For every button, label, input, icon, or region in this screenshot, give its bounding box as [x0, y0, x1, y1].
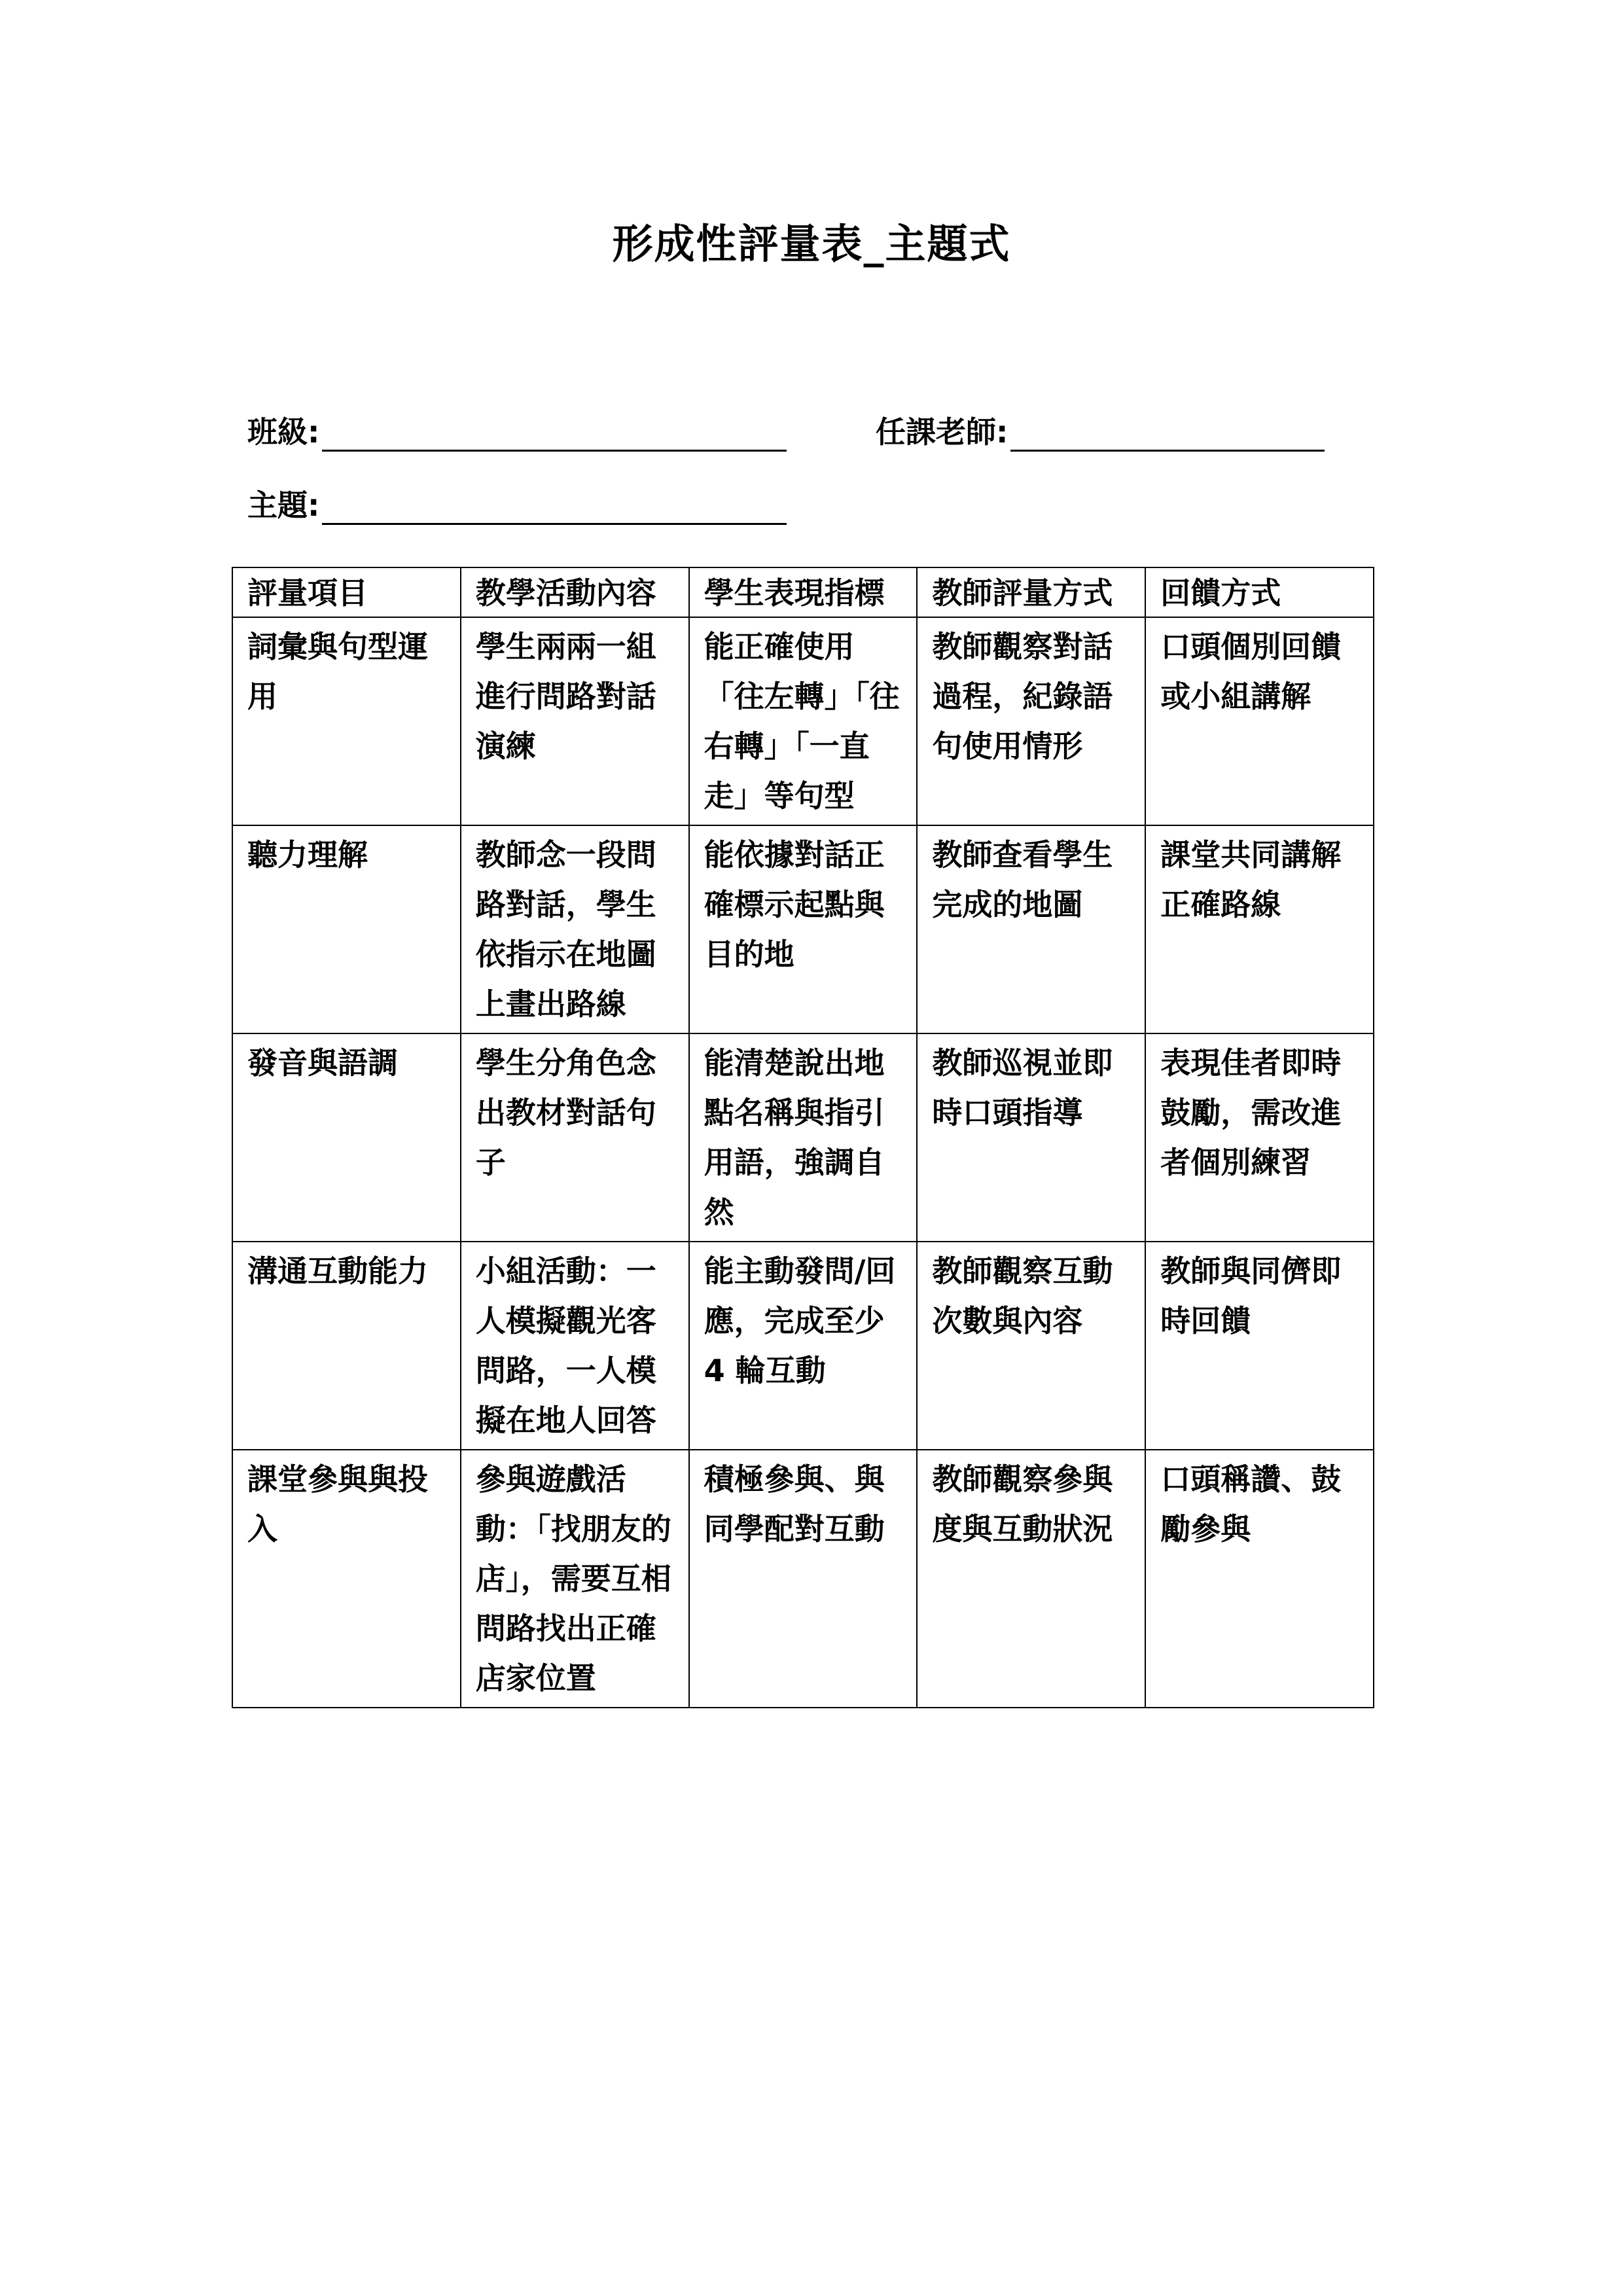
page-title: 形成性評量表_主題式 — [612, 220, 1011, 268]
table-row — [232, 1242, 1374, 1450]
table-cell: 教師觀察互動次數與內容 — [917, 1242, 1145, 1450]
header-cell: 教學活動內容 — [461, 567, 689, 617]
table-cell: 詞彙與句型運用 — [232, 617, 461, 825]
table-cell: 口頭稱讚、鼓勵參與 — [1145, 1450, 1374, 1708]
table-cell: 積極參與、與同學配對互動 — [689, 1450, 918, 1708]
table-cell: 小組活動：一人模擬觀光客問路，一人模擬在地人回答 — [461, 1242, 689, 1450]
topic-field — [247, 486, 787, 525]
table-cell: 教師觀察參與度與互動狀況 — [917, 1450, 1145, 1708]
table-cell: 教師念一段問路對話，學生依指示在地圖上畫出路線 — [461, 825, 689, 1033]
table-cell: 課堂共同講解正確路線 — [1145, 825, 1374, 1033]
table-cell: 能清楚說出地點名稱與指引用語，強調自然 — [689, 1033, 918, 1242]
table-cell: 教師巡視並即時口頭指導 — [917, 1033, 1145, 1242]
teacher-blank-line[interactable] — [1010, 416, 1325, 452]
assessment-table — [232, 567, 1374, 1708]
class-field — [247, 412, 787, 452]
table-cell: 教師查看學生完成的地圖 — [917, 825, 1145, 1033]
table-cell: 能依據對話正確標示起點與目的地 — [689, 825, 918, 1033]
table-cell: 能正確使用「往左轉」「往右轉」「一直走」等句型 — [689, 617, 918, 825]
table-cell: 課堂參與與投入 — [232, 1450, 461, 1708]
class-blank-line[interactable] — [322, 416, 787, 452]
table-row — [232, 617, 1374, 825]
header-cell: 評量項目 — [232, 567, 461, 617]
table-cell: 學生兩兩一組進行問路對話演練 — [461, 617, 689, 825]
table-cell: 溝通互動能力 — [232, 1242, 461, 1450]
header-cell: 回饋方式 — [1145, 567, 1374, 617]
class-label: 班級: — [247, 414, 320, 450]
teacher-field — [876, 412, 1325, 452]
header-cell: 教師評量方式 — [917, 567, 1145, 617]
table-cell: 參與遊戲活動：「找朋友的店」，需要互相問路找出正確店家位置 — [461, 1450, 689, 1708]
table-cell: 聽力理解 — [232, 825, 461, 1033]
table-cell: 教師觀察對話過程，紀錄語句使用情形 — [917, 617, 1145, 825]
header-cell: 學生表現指標 — [689, 567, 918, 617]
table-cell: 能主動發問/回應，完成至少 4 輪互動 — [689, 1242, 918, 1450]
topic-blank-line[interactable] — [322, 489, 787, 525]
table-row — [232, 825, 1374, 1033]
table-row — [232, 1033, 1374, 1242]
topic-label: 主題: — [247, 488, 320, 523]
table-header-row — [232, 567, 1374, 617]
table-cell: 表現佳者即時鼓勵，需改進者個別練習 — [1145, 1033, 1374, 1242]
table-cell: 教師與同儕即時回饋 — [1145, 1242, 1374, 1450]
table-cell: 學生分角色念出教材對話句子 — [461, 1033, 689, 1242]
teacher-label: 任課老師: — [876, 414, 1008, 450]
table-row — [232, 1450, 1374, 1708]
table-cell: 口頭個別回饋或小組講解 — [1145, 617, 1374, 825]
table-cell: 發音與語調 — [232, 1033, 461, 1242]
